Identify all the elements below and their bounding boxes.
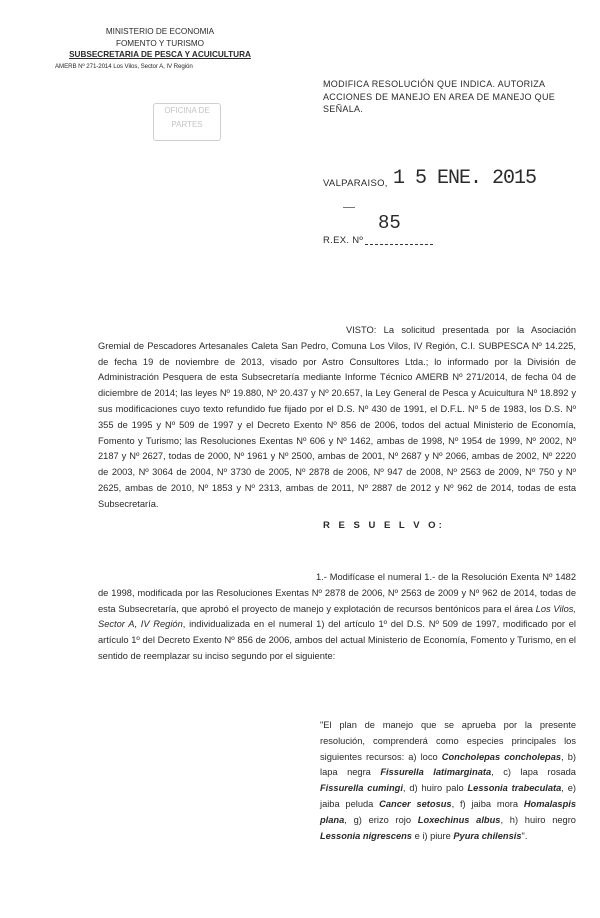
point1-text-post: , individualizada en el numeral 1) del artículo 1º del D.S. Nº 509 de 1997, modificado por el artículo 1º del Decreto Exento Nº 856 de 2006, ambos del actual Ministerio de Economía, Fomento y Turismo, en el sentido de reemplazar su inciso segundo por el siguiente: (98, 619, 576, 661)
resolution-point-1 (98, 570, 576, 665)
ministry-name: MINISTERIO DE ECONOMIA (105, 27, 215, 36)
species-name: Fissurella latimarginata (380, 767, 492, 778)
species-name: Concholepas concholepas (441, 751, 562, 762)
resolution-label: R.EX. Nº (323, 235, 364, 246)
species-name: Loxechinus albus (417, 814, 501, 825)
visto-paragraph: VISTO: La solicitud presentada por la Asociación Gremial de Pescadores Artesanales Caleta San Pedro, Comuna Los Vilos, IV Región, C.I. SUBPESCA Nº 14.225, de fecha 19 de noviembre de 2013, visado por Astro Consultores Ltda.; lo informado por la División de Administración Pesquera de esta Subsecretaría mediante Informe Técnico AMERB Nº 271/2014, de fecha 04 de diciembre de 2014; las leyes Nº 19.880, Nº 20.437 y Nº 20.657, la Ley General de Pesca y Acuicultura Nº 18.892 y sus modificaciones cuyo texto refundido fue fijado por el D.S. Nº 430 de 1991, el D.F.L. Nº 5 de 1983, los D.S. Nº 355 de 1995 y Nº 509 de 1997 y el Decreto Exento Nº 856 de 2006, todos del actual Ministerio de Economía, Fomento y Turismo; las Resoluciones Exentas Nº 606 y Nº 1462, ambas de 1998, Nº 1954 de 1999, Nº 2002, Nº 2187 y Nº 2627, todas de 2000, Nº 1961 y Nº 2500, ambas de 2001, Nº 2687 y Nº 2066, ambas de 2002, Nº 2220 de 2003, Nº 3064 de 2004, Nº 3730 de 2005, Nº 2878 de 2006, Nº 947 de 2008, Nº 2563 de 2009, Nº 750 y Nº 2625, ambas de 2010, Nº 1853 y Nº 2313, ambas de 2011, Nº 2887 de 2012 y Nº 962 de 2014, todas de esta Subsecretaría. (98, 325, 576, 509)
letterhead (55, 26, 265, 72)
quote-text: ". (521, 830, 528, 841)
rex-dash (343, 207, 355, 208)
quote-text: , b) lapa negra (320, 751, 576, 778)
document-subject: MODIFICA RESOLUCIÓN QUE INDICA. AUTORIZA ACCIONES DE MANEJO EN AREA DE MANEJO QUE SEÑALA. (323, 79, 556, 114)
quote-text: , c) lapa rosada (491, 767, 576, 778)
resolution-underline (365, 244, 433, 245)
point1-area-name: Los Vilos, Sector A, IV Región (98, 603, 576, 630)
date-stamp: 1 5 ENE. 2015 (393, 167, 537, 190)
ministry-subname: FOMENTO Y TURISMO (115, 38, 205, 48)
quote-text: , g) erizo rojo (344, 814, 418, 825)
species-name: Homalaspis plana (320, 798, 577, 825)
quote-text: , f) jaiba mora (451, 798, 524, 809)
species-name: Lessonia trabeculata (467, 783, 562, 794)
species-name: Pyura chilensis (453, 830, 522, 841)
city-label: VALPARAISO, (323, 178, 388, 189)
resuelvo-heading: R E S U E L V O: (323, 520, 445, 531)
office-stamp (153, 103, 221, 141)
quote-text: , d) huiro palo (402, 783, 468, 794)
quote-text: e i) piure (411, 830, 454, 841)
point1-text-pre: 1.- Modifícase el numeral 1.- de la Resolución Exenta Nº 1482 de 1998, modificada por las Resoluciones Exentas Nº 2878 de 2006, Nº 2563 de 2009 y Nº 962 de 2014, todas de esta Subsecretaría, que aprobó el proyecto de manejo y explotación de recursos bentónicos para el área (98, 572, 576, 614)
species-quote (320, 718, 576, 844)
quote-text: "El plan de manejo que se aprueba por la presente resolución, comprenderá como especies principales los siguientes recursos: a) loco (320, 720, 576, 762)
quote-text: , e) jaiba peluda (320, 783, 576, 809)
species-name: Fissurella cumingi (320, 783, 403, 794)
species-name: Cancer setosus (379, 798, 452, 809)
subsecretaria-name: SUBSECRETARIA DE PESCA Y ACUICULTURA (69, 50, 251, 59)
stamp-line-1: OFICINA DE (164, 106, 210, 115)
quote-text: , h) huiro negro (500, 814, 576, 825)
resolution-number: 85 (378, 212, 401, 234)
stamp-line-2: PARTES (171, 120, 203, 129)
species-name: Lessonia nigrescens (320, 830, 412, 841)
amerb-reference: AMERB Nº 271-2014 Los Vilos, Sector A, IV Región (55, 62, 193, 70)
